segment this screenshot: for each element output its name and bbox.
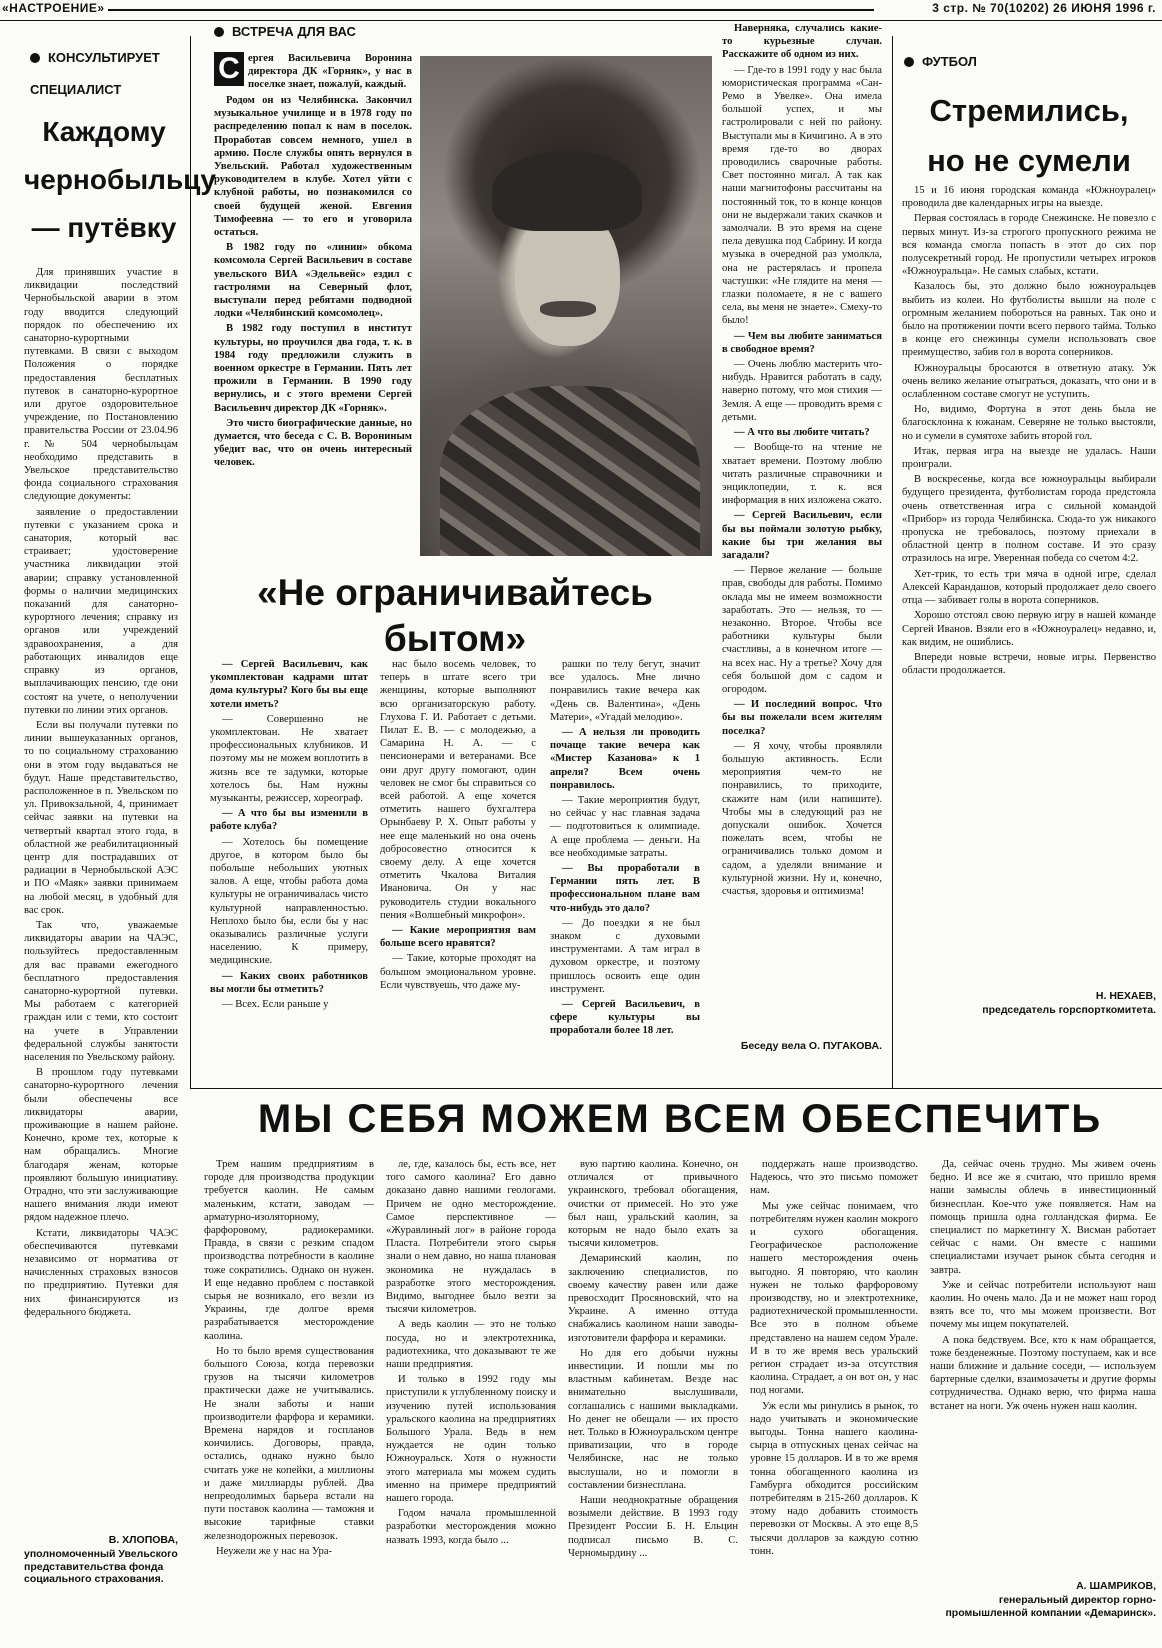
column-divider [892,36,893,1088]
interview-intro [214,52,412,550]
paragraph: — До поездки я не был знаком с духовыми инструментами. А там играл в духовом оркестре, и поэтому пришлось освоить еще один инструмент. [550,917,700,995]
rubric-line-1: КОНСУЛЬТИРУЕТ [48,50,160,65]
paragraph: — Очень люблю мастерить что-нибудь. Нравится работать в саду, наверно потому, что моя стихия — Земля. А еще — проводить время с детьми. [722,359,882,423]
kaolin-col-3 [568,1158,738,1648]
football-headline-line-1: Стремились, [929,93,1129,128]
paragraph: Впереди новые встречи, новые игры. Первенство области продолжается. [902,651,1156,677]
paragraph: Неужели же у нас на Ура- [216,1545,333,1557]
paragraph: — Такие мероприятия будут, но сейчас у нас главная задача — подготовиться к олимпиаде. А еще проблема — деньги. На все необходимые затраты. [550,795,700,859]
paragraph: Хет-трик, то есть три мяча в одной игре, сделал Алексей Карандашов, который продолжает дело своего отца — забивает голы в ворота соперников. [902,568,1156,607]
kaolin-col-5 [930,1158,1156,1568]
paragraph: — А нельзя ли проводить почаще такие вечера как «Мистер Казанова» к 1 апреля? Всем очень понравилось. [550,727,700,791]
interview-col-4 [722,22,882,1032]
photo-mustache [540,301,596,317]
rubric-text: ВСТРЕЧА ДЛЯ ВАС [232,24,356,39]
header-rule [108,9,874,11]
paragraph: — Такие, которые проходят на большом эмоциональном уровне. Если чувствуешь, что даже му- [380,953,536,991]
paragraph: 15 и 16 июня городская команда «Южноуралец» проводила две календарных игры на выезде. [902,185,1156,210]
paragraph: В воскресенье, когда все южноуральцы выбирали будущего президента, футболистам города предстояла очень ответственная игра с сильной командой «Прибор» из города Челябинска. Сюда-то уж никакого пропуска не требовалось, поэтому приехали в областной центр в полном составе. И это сразу отразилось на игре. Уверенная победа со счетом 4:2. [902,474,1156,565]
rubric-text: ФУТБОЛ [922,54,977,69]
left-rubric-2: СПЕЦИАЛИСТ [30,82,122,97]
paragraph: — Первое желание — больше прав, свободы для работы. Помимо оклада мы не имеем возможности заработать. Это — нельзя, то — незаконно. Второе. Чтобы все работники культуры были счастливы, а в конечном итоге — на всех нас. Ну а третье? Хочу для себя большой дом с садом и огородом. [722,565,882,695]
paragraph: вую партию каолина. Конечно, он отличался от привычного украинского, требовал обогащения, очистки от примесей. Но это уже был наш, уральский каолин, за которым не надо было ехать за тысячи километров. [568,1159,738,1250]
paragraph: Но то было время существования большого Союза, когда перевозки грузов на тысячи километров практически даже не учитывались. Не знали заботы и наши производители фарфора и керамики. Времена нарядов и госпланов кончились. Договоры, правда, остались, однако нужно было считать уже не копейки, а миллионы и даже миллиарды рублей. Два непреодолимых барьера встали на пути поставок каолина — таможня и высокие тарифные ставки железнодорожных перевозок. [204,1345,374,1542]
paragraph: рашки по телу бегут, значит все удалось. Мне лично понравились такие вечера как «День св. Валентина», «День Матери», «Угадай мелодию». [550,659,700,723]
kaolin-col-1 [204,1158,374,1648]
paragraph: Это чисто биографические данные, но думается, что беседа с С. В. Ворониным убедит вас, что он очень интересный человек. [214,417,412,469]
paragraph: В 1982 году по «линии» обкома комсомола Сергей Васильевич в составе увельского ВИА «Эдельвейс» ездил с гастролями на Северный флот, выступали перед ребятами подводной лодки «Челябинский комсомолец». [214,242,412,320]
paragraph: Демаринский каолин, по заключению специалистов, по своему качеству равен или даже превосходит Просяновский, что на Украине. А именно оттуда снабжались каолином наши заводы-изготовители фарфора и керамики. [568,1253,738,1344]
interview-rubric [214,24,356,39]
left-headline: Каждому чернобыльцу — путёвку [24,116,216,243]
paragraph: — Вы проработали в Германии пять лет. В профессиональном плане вам что-нибудь это дало? [550,863,700,914]
paragraph: Казалось бы, это должно было южноуральцев выбить из колеи. Но футболисты вышли на поле с огромным желанием побороться на равных. Так оно и было на протяжении почти всего первого тайма. Только в конце его снежинцы сумели использовать свое преимущество, забив гол в ворота соперников. [902,281,1156,359]
football-article-body [902,184,1156,982]
paragraph: — И последний вопрос. Что бы вы пожелали всем жителям поселка? [722,699,882,737]
paragraph: поддержать наше производство. Надеюсь, что это письмо поможет нам. [750,1159,918,1197]
portrait-photo [420,56,712,556]
interview-headline-line-1: «Не ограничивайтесь [257,572,653,613]
paragraph: Так что, уважаемые ликвидаторы аварии на ЧАЭС, пользуйтесь предоставленным для вас правами ежегодного бесплатного предоставления санаторно-курортной путевки. Мы работаем с категорией граждан или с теми, кто состоит на учете в Управлении федеральной службы занятости населения по Увельскому району. [24,919,178,1063]
interview-col-2 [380,658,536,1066]
paragraph: — Сергей Васильевич, как укомплектован кадрами штат дома культуры? Кого бы вы еще хотели иметь? [210,659,368,710]
paragraph: — А что вы любите читать? [734,427,870,439]
paragraph: В 1982 году поступил в институт культуры, но проучился два года, т. к. в 1984 году предложили служить в военном оркестре в Германии. Пять лет прожили в Германии. В 1990 году вернулись, и с этого времени Сергей Васильевич директор ДК «Горняк». [214,323,412,414]
paragraph: Кстати, ликвидаторы ЧАЭС обеспечиваются путевками независимо от норматива от начисленных страховых взносов по предприятию. Путевки для них финансируются из федерального бюджета. [24,1227,178,1318]
football-signature-name: Н. НЕХАЕВ, [1095,990,1156,1002]
section-rule [190,1088,1162,1089]
paragraph: Но для его добычи нужны инвестиции. И пошли мы по властным кабинетам. Везде нас внимательно выслушивали, соглашались с нашими выкладками. Но денег не обещали — их просто нет. Только в Южноуральском центре приватизации, что в городе Челябинске, нас не только выслушали, но и помогли в составлении бизнесплана. [568,1347,738,1491]
photo-shirt [440,386,700,556]
football-rubric [904,54,977,69]
paragraph: А ведь каолин — это не только посуда, но и электротехника, радиотехника, что доказывают те же наши предприятия. [386,1319,556,1371]
paragraph: заявление о предоставлении путевки с указанием срока и санатория, который вас страивает; удостоверение участника ликвидации этой аварии; справку установленной формы о наличии медицинских показаний для санаторно-курортного лечения; справку из органов или учреждений здравоохранения, а для работающих инвалидов еще справку из органов, выплачивающих пенсию, где они состоят на учете, о неполучении путевки по линии этих органов. [24,506,178,716]
paragraph: А пока бедствуем. Все, кто к нам обращается, тоже безденежные. Поэтому поступаем, как и все наши ближние и дальние соседи, — используем бартерные сделки, взаимозачеты и другие формы сотрудничества. Однако верю, что фирма наша встанет на ноги. Уж очень нужен наш каолин. [930,1334,1156,1412]
header-rule-lower [0,20,1162,21]
paragraph: — Сергей Васильевич, в сфере культуры вы проработали более 18 лет. [550,999,700,1037]
football-headline [898,86,1160,186]
paragraph: — Хотелось бы помещение другое, в котором было бы побольше небольших уютных залов. А еще, чтобы работа дома культуры не ограничивалась чисто культурной направленностью. Неплохо было бы, если бы у нас оказывались различные услуги населению. К примеру, медицинские. [210,836,368,967]
paragraph: Если вы получали путевки по линии вышеуказанных органов, то по социальному страхованию они в этом году выдаваться не будут. Наше представительство, расположенное в п. Увельском по ул. Привокзальной, 4, принимает сейчас заявки на путевки на четвертый квартал этого года, в областной же реабилитационный центр для пострадавших от радиации в Чернобыльской АЭС и ПО «Маяк» заявки принимаем на любой месяц, в удобный для вас срок. [24,719,178,916]
drop-cap: С [214,52,244,86]
paragraph: В прошлом году путевками санаторно-курортного лечения были обеспечены все ликвидаторы аварии, проживающие в нашем районе. Конечно, кроме тех, которые к нам обращались. Многие благодаря женам, которые проявляют большую инициативу. Отрадно, что эти заслуживающие нашего внимания люди имеют рядом надежное плечо. [24,1067,178,1224]
paragraph: — Какие мероприятия вам больше всего нравятся? [380,925,536,950]
bullet-icon [904,57,914,67]
newspaper-section-label: «НАСТРОЕНИЕ» [2,1,105,15]
paragraph: — Где-то в 1991 году у нас была юмористическая программа «Сан-Ремо в Увелке». Она имела большой успех, и мы гастролировали с ней по району. Выступали мы в Кичигино. А в это время где-то во дворах проводились сварочные работы. Свет постоянно мигал. А так как наши магнитофоны рассчитаны на постоянный ток, то в конце концов они не выдержали таких скачков и замолчали. В это время на сцене пела девушка под Сабрину. И когда музыка в очередной раз умолкла, она не растерялась и пропела частушки: «Не глядите на меня — глазки поломаете, я не с вашего села, вы меня не знаете». Смеху-то было! [722,64,882,327]
paragraph: Уж если мы ринулись в рынок, то надо учитывать и экономические выгоды. Тонна нашего каолина-сырца в отпускных ценах сейчас на уровне 15 долларов. И в то же время тонна обогащенного каолина из Гамбурга обходится российским потребителям в 215-260 долларов. К этому надо добавить стоимость перевозки от Москвы. А это еще 8,5 тысячи долларов за каждую сотню тонн. [750,1400,918,1557]
paragraph: Годом начала промышленной разработки месторождения можно назвать 1993, когда было ... [386,1508,556,1546]
paragraph: — Каких своих работников вы могли бы отметить? [210,970,368,995]
kaolin-col-2 [386,1158,556,1648]
paragraph: Наши неоднократные обращения возымели действие. В 1993 году Президент России Б. Н. Ельцин подписал письмо В. С. Черномырдину ... [568,1495,738,1559]
left-signature-name: В. ХЛОПОВА, [108,1534,178,1546]
left-signature-title: уполномоченный Увельского представительства фонда социального страхования. [24,1548,178,1585]
paragraph: — Вообще-то на чтение не хватает времени. Поэтому люблю читать различные справочники и энциклопедии, т. к. вся информация в них изложена сжато. [722,442,882,507]
paragraph: Первая состоялась в городе Снежинске. Не повезло с первых минут. Из-за строгого пропускного режима не вся команда смогла попасть в этот до сих пор полусекретный город. Не пропустили четырех игроков «Южноуральца». Не самых слабых, кстати. [902,213,1156,278]
kaolin-signature-name: А. ШАМРИКОВ, [1076,1580,1156,1592]
paragraph: Южноуральцы бросаются в ответную атаку. Уж очень велико желание отыграться, доказать, что они и в ослабленном составе смогут не уступить. [902,362,1156,401]
interview-headline-line-2: бытом» [383,618,527,659]
interview-col-3 [550,658,700,1066]
left-rubric [30,50,180,65]
paragraph: — Совершенно не укомплектован. Не хватает профессиональных клубников. И поэтому мы не можем воплотить в жизнь все те задумки, которые хотелось бы. Нам нужны музыканты, режиссер, хореограф. [210,713,368,805]
kaolin-col-4 [750,1158,918,1648]
paragraph: И только в 1992 году мы приступили к углубленному поиску и изучению путей использования уральского каолина на предприятиях Большого Урала. Ведь в нем нуждается не один только Южноуральск. Хотя о нужности этого материала мы можем судить именно на примере предприятий нашего города. [386,1374,556,1505]
paragraph: Итак, первая игра на выезде не удалась. Наши проиграли. [902,445,1156,471]
paragraph: Да, сейчас очень трудно. Мы живем очень бедно. И все же я считаю, что пришло время наши замыслы облечь в инвестиционный бизнесплан. Кое-что уже появляется. Нам на помощь пришла одна голландская фирма. Ее специалист по маркетингу Х. Висман работает сейчас с нами. Он вместе с нашими специалистами изучает рынок сбыта сегодня и завтра. [930,1159,1156,1276]
paragraph: — Чем вы любите заниматься в свободное время? [722,330,882,355]
interview-signature: Беседу вела О. ПУГАКОВА. [740,1040,882,1052]
bullet-icon [30,53,40,63]
column-divider [190,36,191,1088]
bullet-icon [214,27,224,37]
photo-hair [492,151,642,231]
kaolin-headline: МЫ СЕБЯ МОЖЕМ ВСЕМ ОБЕСПЕЧИТЬ [257,1097,1103,1141]
kaolin-signature-title: генеральный директор горно-промышленной компании «Демаринск». [945,1594,1156,1619]
football-headline-line-2: но не сумели [927,143,1131,178]
paragraph: ергея Васильевича Воронина директора ДК «Горняк», у нас в поселке знает, пожалуй, каждый. [248,53,412,91]
paragraph: Трем нашим предприятиям в городе для производства продукции требуется каолин. Не самым маленьким, кстати, заводам — арматурно-изоляторному, фарфоровому, радиокерамики. Правда, в связи с резким спадом производства потребности в каолине тоже сократились. Однако он нужен. И еще недавно проблем с поставкой сырья не возникало, его везли из Украины, где долгое время разрабатывается месторождение каолина. [204,1159,374,1342]
paragraph: — А что бы вы изменили в работе клуба? [210,808,368,833]
football-signature-title: председатель горспорткомитета. [982,1004,1156,1016]
left-article-body [24,266,178,1531]
paragraph: Родом он из Челябинска. Закончил музыкальное училище и в 1978 году по распределению попал к нам в поселок. Проработав совсем немного, ушел в армию. После службы опять вернулся в Увельский. Работал художественным руководителем в клубе. Хотел уйти с клубной работы, но познакомился со своей будущей женой. Евгения Тимофеевна — то его и уговорила остаться. [214,95,412,239]
issue-info: 3 стр. № 70(10202) 26 ИЮНЯ 1996 г. [932,1,1156,15]
paragraph: нас было восемь человек, то теперь в штате всего три женщины, которые выполняют всю организаторскую работу. Глухова Г. И. Работает с детьми. Пилат Е. В. — с молодежью, а Самарина Н. А. — с пенсионерами и ветеранами. Все они друг другу помогают, один человек не смог бы справиться со всей работой. А еще хочется отметить нашего бухгалтера Орынбаеву Р. Х. Опыт работы у нее еще маленький но она очень добросовестно относится к своему делу. А еще хочется отметить Чкалова Виталия Ивановича. Он у нас руководитель студии вокального пения «Волшебный микрофон». [380,659,536,921]
paragraph: Мы уже сейчас понимаем, что потребителям нужен каолин мокрого и сухого обогащения. Географическое расположение нашего месторождения очень выгодно. Я повторяю, что каолин нужен не только фарфоровому производству, но и электротехнике, радиотехнической промышленности. Все это в полном объеме представлено на нашем седом Урале. И в то же время весь уральский регион страдает из-за отсутствия каолина. Страдает, а он вот он, у нас под ногами. [750,1200,918,1397]
paragraph: — Я хочу, чтобы проявляли большую активность. Если мероприятия чем-то не понравились, то приходите, скажите нам (или напишите). Чтобы мы в следующий раз не допускали ошибок. Хочется пожелать всем, чтобы не ограничивались только домом и садом, а уделяли внимание и культурной жизни. Ну и, конечно, счастья, здоровья и оптимизма! [722,740,882,897]
paragraph: — Сергей Васильевич, если бы вы поймали золотую рыбку, какие бы три желания вы загадали? [722,510,882,561]
paragraph: Наверняка, случались какие-то курьезные случаи. Расскажите об одном из них. [722,23,882,61]
paragraph: ле, где, казалось бы, есть все, нет того самого каолина? Его давно доказано давно нашими геологами. Причем не одно месторождение. Самое перспективное — «Журавлиный лог» в районе города Пласта. Потребители этого сырья знали о нем давно, но наша плановая экономика не нуждалась в разработке этого месторождения. Видимо, выгоднее было везти за тысячи километров. [386,1159,556,1316]
interview-col-1 [210,658,368,1066]
paragraph: Но, видимо, Фортуна в этот день была не благосклонна к южанам. Северяне не только выстояли, но и сумели в сумятохе забить второй гол. [902,404,1156,442]
paragraph: — Всех. Если раньше у [222,999,329,1011]
paragraph: Уже и сейчас потребители используют наш каолин. Но очень мало. Да и не может наш город взять все то, что мы можем произвести. Вот почему мы ищем покупателей. [930,1279,1156,1331]
paragraph: Хорошо отстоял свою первую игру в нашей команде Сергей Иванов. Взяли его в «Южноуралец» недавно, и, как видим, не ошиблись. [902,610,1156,648]
paragraph: Для принявших участие в ликвидации последствий Чернобыльской аварии в этом году вводится следующий порядок по обеспечению их санаторно-курортными путевками. В связи с выходом Положения о порядке предоставления бесплатных путевок в санаторно-курортное или другое оздоровительное учреждение, по Постановлению правительства России от 23.04.96 г. № 504 чернобыльцам необходимо представить в Увельское представительство фонда социального страхования следующие документы: [24,267,178,503]
interview-headline [200,570,710,662]
